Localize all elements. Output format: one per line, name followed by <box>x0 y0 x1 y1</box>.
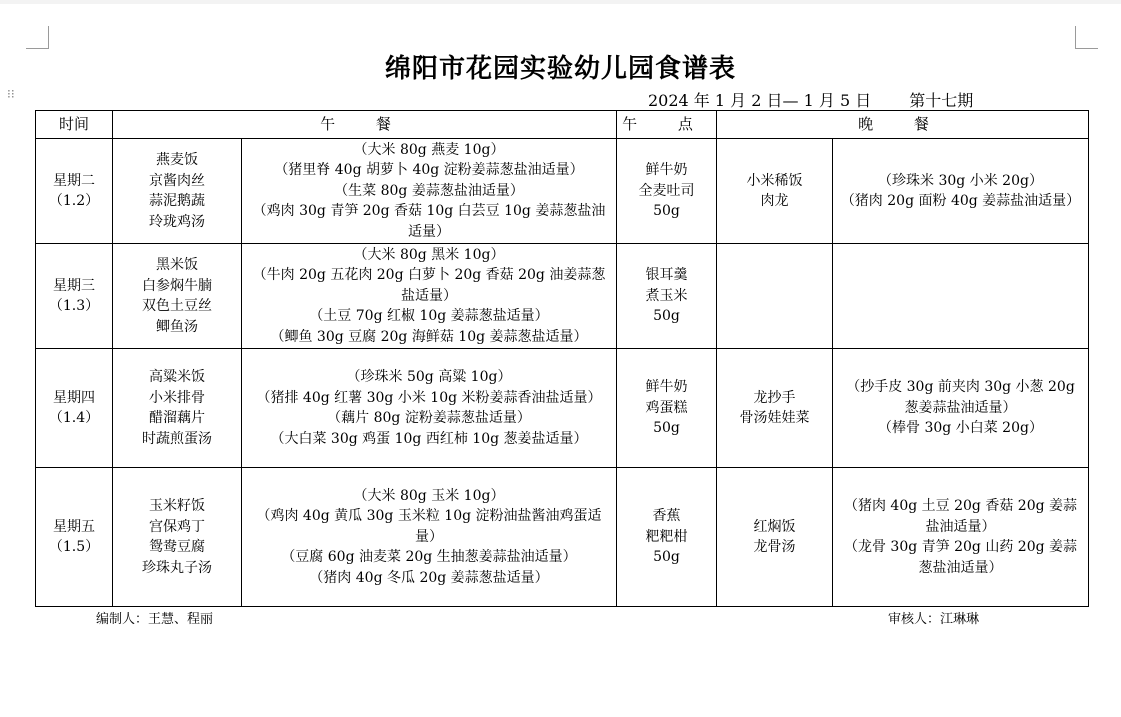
dinner-dishes-cell: 红焖饭 龙骨汤 <box>717 468 833 607</box>
dinner-ingredients-cell: （猪肉 40g 土豆 20g 香菇 20g 姜蒜盐油适量） （龙骨 30g 青笋 20g 山药 20g 姜蒜葱盐油适量） <box>833 468 1089 607</box>
table-row <box>36 139 1089 244</box>
lunch-dishes-cell: 燕麦饭 京酱肉丝 蒜泥鹅蔬 玲珑鸡汤 <box>113 139 242 244</box>
snack-cell: 香蕉 粑粑柑 50g <box>617 468 717 607</box>
lunch-dishes-cell: 玉米籽饭 宫保鸡丁 鸳鸯豆腐 珍珠丸子汤 <box>113 468 242 607</box>
dinner-dishes-cell <box>717 244 833 349</box>
snack-cell: 鲜牛奶 鸡蛋糕 50g <box>617 349 717 468</box>
lunch-dishes-cell: 高粱米饭 小米排骨 醋溜藕片 时蔬煎蛋汤 <box>113 349 242 468</box>
day-cell: 星期四 （1.4） <box>36 349 113 468</box>
reviewer-credit: 审核人：江琳琳 <box>888 612 980 627</box>
dinner-ingredients-cell: （珍珠米 30g 小米 20g） （猪肉 20g 面粉 40g 姜蒜盐油适量） <box>833 139 1089 244</box>
editor-credit: 编制人：王慧、程丽 <box>96 612 214 627</box>
header-time: 时间 <box>36 111 113 139</box>
day-cell: 星期三 （1.3） <box>36 244 113 349</box>
header-snack: 午 点 <box>617 111 717 139</box>
date-range: 2024 年 1 月 2 日— 1 月 5 日 <box>648 91 872 110</box>
dinner-dishes-cell: 龙抄手 骨汤娃娃菜 <box>717 349 833 468</box>
lunch-ingredients-cell: （珍珠米 50g 高粱 10g） （猪排 40g 红薯 30g 小米 10g 米粉姜蒜香油盐适量） （藕片 80g 淀粉姜蒜葱盐适量） （大白菜 30g 鸡蛋 10g 西红柿 10g 葱姜盐适量） <box>242 349 617 468</box>
header-lunch: 午 餐 <box>113 111 617 139</box>
header-row <box>36 111 1089 139</box>
date-line <box>648 88 973 111</box>
page-corner-mark-left <box>26 26 49 49</box>
lunch-ingredients-cell: （大米 80g 玉米 10g） （鸡肉 40g 黄瓜 30g 玉米粒 10g 淀粉油盐酱油鸡蛋适量） （豆腐 60g 油麦菜 20g 生抽葱姜蒜盐油适量） （猪肉 40g 冬瓜 20g 姜蒜葱盐适量） <box>242 468 617 607</box>
snack-cell: 银耳羹 煮玉米 50g <box>617 244 717 349</box>
day-cell: 星期二 （1.2） <box>36 139 113 244</box>
dinner-ingredients-cell <box>833 244 1089 349</box>
table-row <box>36 244 1089 349</box>
dinner-dishes-cell: 小米稀饭 肉龙 <box>717 139 833 244</box>
document-title: 绵阳市花园实验幼儿园食谱表 <box>384 54 736 84</box>
dinner-ingredients-cell: （抄手皮 30g 前夹肉 30g 小葱 20g 葱姜蒜盐油适量） （棒骨 30g 小白菜 20g） <box>833 349 1089 468</box>
day-cell: 星期五 （1.5） <box>36 468 113 607</box>
header-dinner: 晚 餐 <box>717 111 1089 139</box>
menu-table <box>35 110 1089 607</box>
page-top-edge <box>0 0 1121 4</box>
snack-cell: 鲜牛奶 全麦吐司 50g <box>617 139 717 244</box>
page-corner-mark-right <box>1075 26 1098 49</box>
issue-number: 第十七期 <box>909 91 974 110</box>
lunch-ingredients-cell: （大米 80g 黑米 10g） （牛肉 20g 五花肉 20g 白萝卜 20g 香菇 20g 油姜蒜葱盐适量） （土豆 70g 红椒 10g 姜蒜葱盐适量） （鲫鱼 30g 豆腐 20g 海鲜菇 10g 姜蒜葱盐适量） <box>242 244 617 349</box>
table-row <box>36 468 1089 607</box>
table-move-handle-icon[interactable]: ⁝⁝ <box>7 87 15 101</box>
table-row <box>36 349 1089 468</box>
lunch-dishes-cell: 黑米饭 白参焖牛腩 双色土豆丝 鲫鱼汤 <box>113 244 242 349</box>
lunch-ingredients-cell: （大米 80g 燕麦 10g） （猪里脊 40g 胡萝卜 40g 淀粉姜蒜葱盐油适量） （生菜 80g 姜蒜葱盐油适量） （鸡肉 30g 青笋 20g 香菇 10g 白芸豆 10g 姜蒜葱盐油适量） <box>242 139 617 244</box>
